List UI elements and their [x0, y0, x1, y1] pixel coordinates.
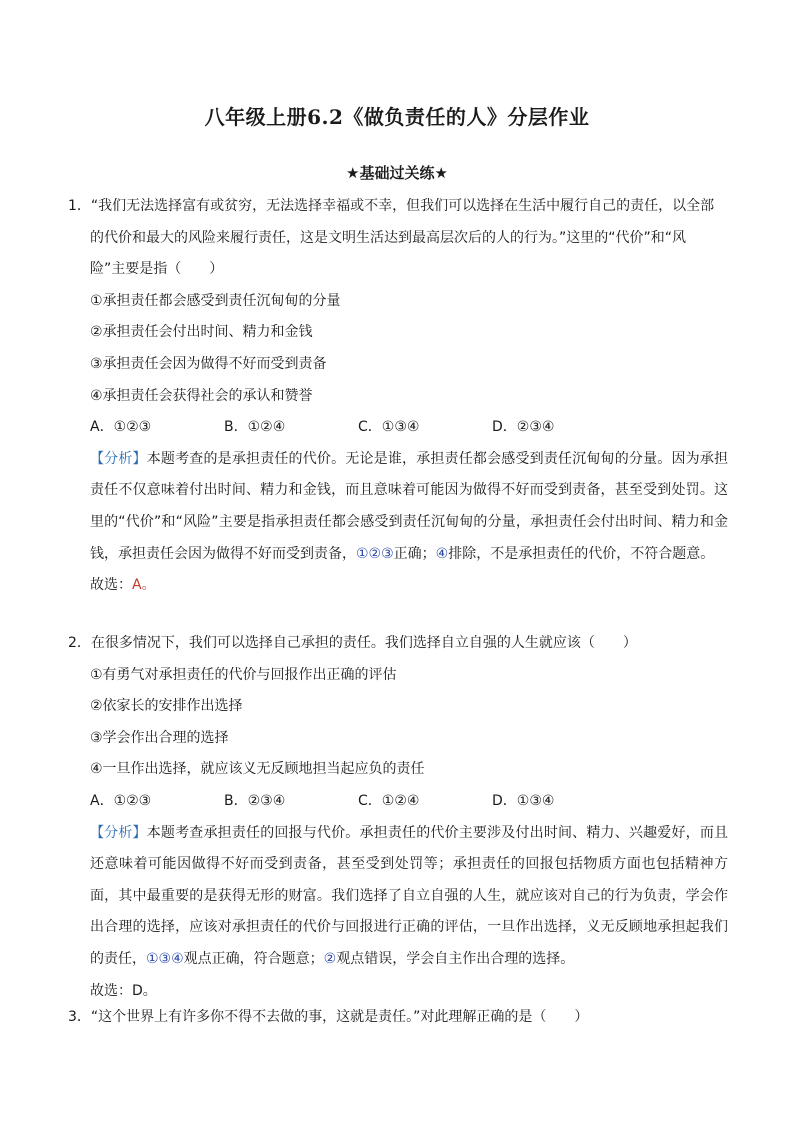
- question-stem-line: 的代价和最大的风险来履行责任，这是文明生活达到最高层次后的人的行为。”这里的“代价”和“风: [90, 229, 687, 246]
- statement-item: ④一旦作出选择，就应该义无反顾地担当起应负的责任: [90, 761, 425, 778]
- analysis-text: 正确；: [393, 545, 436, 562]
- answer-value: D。: [132, 982, 157, 999]
- analysis-text: 观点错误，学会自主作出合理的选择。: [336, 950, 575, 967]
- question-3: [68, 1002, 728, 1034]
- answer-value: A。: [132, 577, 156, 594]
- analysis-highlight: ②: [323, 950, 337, 967]
- option-d: D．②③④: [492, 419, 555, 436]
- answer-options: [68, 412, 728, 444]
- answer-label: 故选：: [90, 577, 132, 594]
- analysis-text: 排除，不是承担责任的代价，不符合题意。: [448, 545, 715, 562]
- statement-item: ②承担责任会付出时间、精力和金钱: [90, 324, 313, 341]
- section-heading: ★基础过关练★: [346, 164, 448, 182]
- analysis-text: 本题考查承担责任的回报与代价。承担责任的代价主要涉及付出时间、精力、兴趣爱好，而且还意味着可能因做得不好而受到责备，甚至受到处罚等；承担责任的回报包括物质方面也包括精神方面，其中最重要的是获得无形的财富。我们选择了自立自强的人生，就应该对自己的行为负责，学会作出合理的选择，应该对承担责任的代价与回报进行正确的评估，一旦作出选择，义无反顾地承担起我们的责任，: [90, 824, 729, 967]
- option-d: D．①③④: [492, 792, 555, 809]
- analysis-paragraph: [68, 818, 728, 976]
- analysis-text: 本题考查的是承担责任的代价。无论是谁，承担责任都会感受到责任沉甸甸的分量。因为承担责任不仅意味着付出时间、精力和金钱，而且意味着可能因为做得不好而受到责备，甚至受到处罚。这里的“代价”和“风险”主要是指承担责任都会感受到责任沉甸甸的分量，承担责任会付出时间、精力和金钱，承担责任会因为做得不好而受到责备，: [90, 450, 729, 562]
- question-stem-line: 1．“我们无法选择富有或贫穷，无法选择幸福或不幸，但我们可以选择在生活中履行自己的责任，以全部: [68, 198, 715, 214]
- answer-label: 故选：: [90, 982, 132, 999]
- option-b: B．①②④: [224, 419, 286, 436]
- question-stem-line: 2．在很多情况下，我们可以选择自己承担的责任。我们选择自立自强的人生就应该（ ）: [68, 635, 637, 651]
- analysis-highlight: ④: [435, 545, 449, 562]
- question-stem-line: 3．“这个世界上有许多你不得不去做的事，这就是责任。”对此理解正确的是（ ）: [68, 1009, 589, 1025]
- question-stem-line: 险”主要是指（ ）: [90, 261, 224, 278]
- analysis-highlight: ①②③: [356, 545, 394, 562]
- analysis-highlight: ①③④: [146, 950, 184, 967]
- option-c: C．①②④: [358, 792, 420, 809]
- statement-item: ④承担责任会获得社会的承认和赞誉: [90, 387, 313, 404]
- statement-item: ①承担责任都会感受到责任沉甸甸的分量: [90, 292, 341, 309]
- option-b: B．②③④: [224, 792, 286, 809]
- analysis-tag: 【分析】: [90, 824, 147, 841]
- statement-item: ②依家长的安排作出选择: [90, 698, 243, 715]
- question-2: [68, 628, 728, 1007]
- answer-options: [68, 786, 728, 818]
- statement-item: ③学会作出合理的选择: [90, 729, 229, 746]
- option-a: A．①②③: [90, 792, 152, 809]
- option-c: C．①③④: [358, 419, 420, 436]
- analysis-tag: 【分析】: [90, 450, 147, 467]
- answer-line: [68, 570, 728, 602]
- analysis-text: 观点正确，符合题意；: [183, 950, 324, 967]
- option-a: A．①②③: [90, 419, 152, 436]
- statement-item: ①有勇气对承担责任的代价与回报作出正确的评估: [90, 666, 397, 683]
- question-1: [68, 191, 728, 602]
- statement-item: ③承担责任会因为做得不好而受到责备: [90, 355, 327, 372]
- analysis-paragraph: [68, 444, 728, 570]
- page-title: 八年级上册6.2《做负责任的人》分层作业: [204, 105, 590, 129]
